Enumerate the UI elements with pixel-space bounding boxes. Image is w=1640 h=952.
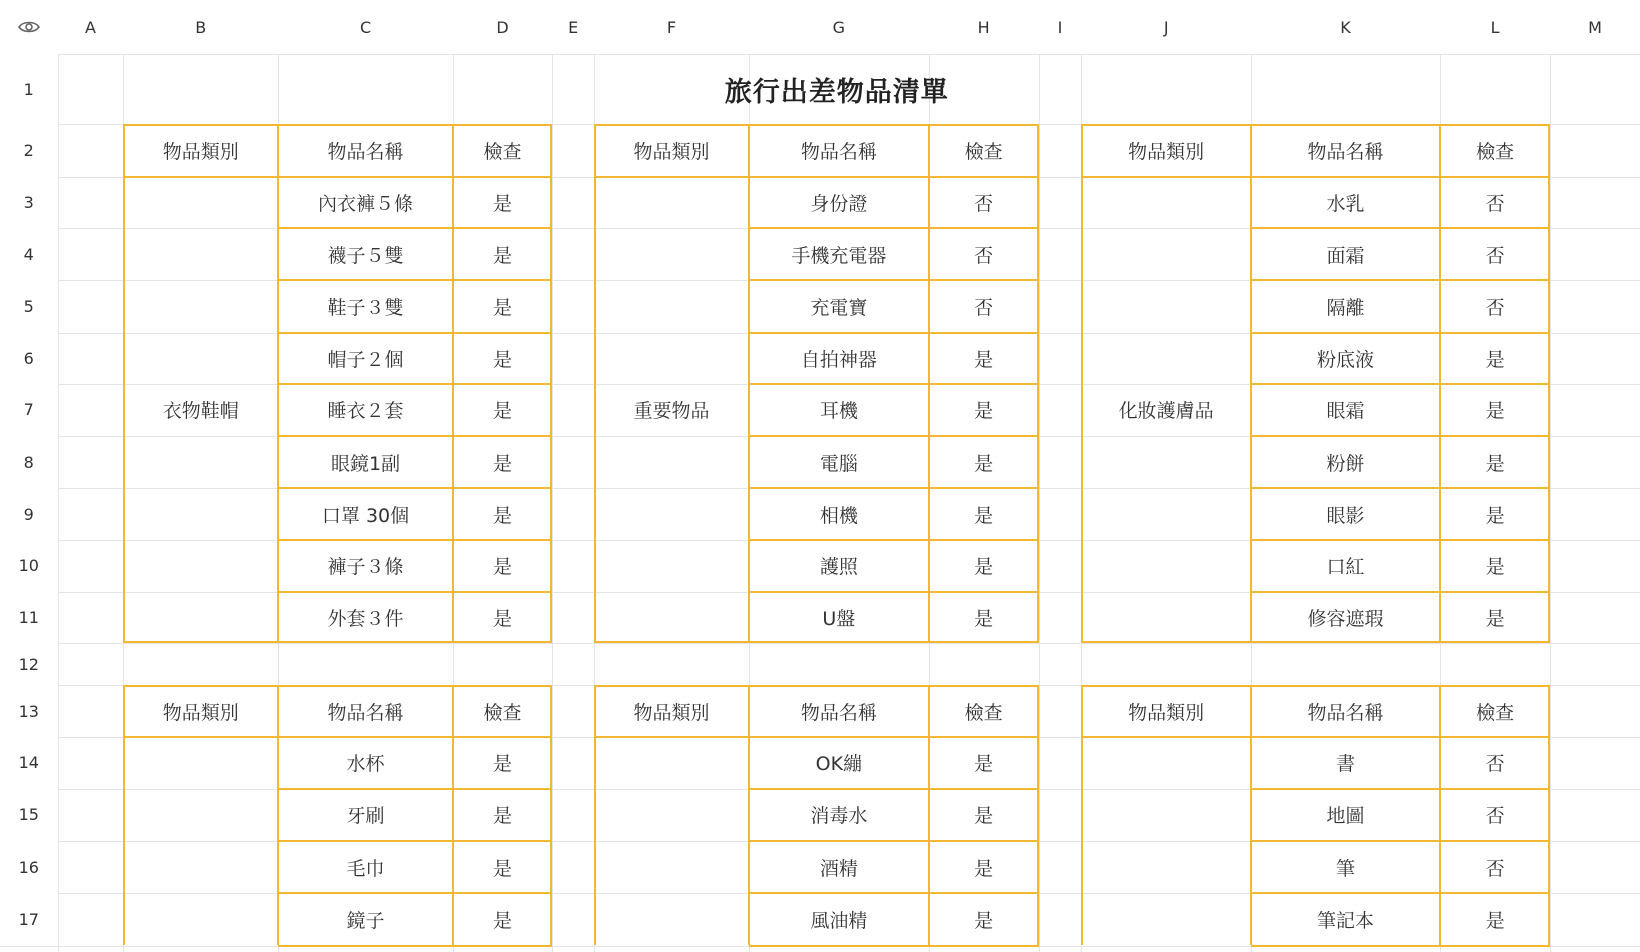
header-check[interactable]: 檢查 xyxy=(1476,141,1515,164)
item-name-cell[interactable]: 自拍神器 xyxy=(800,348,877,371)
item-name-cell[interactable]: 襪子５雙 xyxy=(327,244,404,267)
column-gridline xyxy=(1039,0,1040,952)
row-header-12[interactable]: 12 xyxy=(0,643,58,685)
row-header-7[interactable]: 7 xyxy=(0,384,58,436)
header-name[interactable]: 物品名稱 xyxy=(800,141,877,164)
item-name-cell[interactable]: 鏡子 xyxy=(346,909,385,932)
column-header-l[interactable]: L xyxy=(1440,0,1550,54)
item-check-cell[interactable]: 否 xyxy=(974,296,994,319)
item-name-cell[interactable]: 眼影 xyxy=(1326,504,1365,527)
item-name-cell[interactable]: 手機充電器 xyxy=(791,244,887,267)
item-check-cell[interactable]: 是 xyxy=(974,608,994,631)
item-check-cell[interactable]: 是 xyxy=(1485,452,1505,475)
item-check-cell[interactable]: 是 xyxy=(493,753,513,776)
item-check-cell[interactable]: 是 xyxy=(1485,608,1505,631)
item-name-cell[interactable]: 書 xyxy=(1336,753,1356,776)
row-header-16[interactable]: 16 xyxy=(0,841,58,893)
category-cell[interactable]: 衣物鞋帽 xyxy=(162,400,239,423)
item-check-cell[interactable]: 否 xyxy=(974,192,994,215)
header-check[interactable]: 檢查 xyxy=(964,701,1003,724)
row-header-1[interactable]: 1 xyxy=(0,54,58,124)
header-check[interactable]: 檢查 xyxy=(964,141,1003,164)
sheet-title[interactable]: 旅行出差物品清單 xyxy=(724,76,949,108)
header-category[interactable]: 物品類別 xyxy=(1128,701,1205,724)
category-cell[interactable]: 化妝護膚品 xyxy=(1118,400,1214,423)
item-check-cell[interactable]: 是 xyxy=(1485,504,1505,527)
header-category[interactable]: 物品類別 xyxy=(162,141,239,164)
item-name-cell[interactable]: 睡衣２套 xyxy=(327,400,404,423)
header-category[interactable]: 物品類別 xyxy=(633,141,710,164)
item-check-cell[interactable]: 是 xyxy=(974,857,994,880)
item-check-cell[interactable]: 是 xyxy=(1485,348,1505,371)
item-name-cell[interactable]: 水杯 xyxy=(346,753,385,776)
header-name[interactable]: 物品名稱 xyxy=(327,701,404,724)
item-name-cell[interactable]: 耳機 xyxy=(819,400,858,423)
item-name-cell[interactable]: 修容遮瑕 xyxy=(1307,608,1384,631)
item-check-cell[interactable]: 是 xyxy=(493,400,513,423)
row-header-2[interactable]: 2 xyxy=(0,124,58,176)
item-check-cell[interactable]: 是 xyxy=(493,857,513,880)
item-name-cell[interactable]: 眼鏡1副 xyxy=(330,452,401,475)
row-header-13[interactable]: 13 xyxy=(0,685,58,737)
item-name-cell[interactable]: 隔離 xyxy=(1326,296,1365,319)
item-name-cell[interactable]: 口罩 30個 xyxy=(321,504,410,527)
item-check-cell[interactable]: 否 xyxy=(974,244,994,267)
column-gridline xyxy=(1550,0,1551,952)
header-category[interactable]: 物品類別 xyxy=(633,701,710,724)
item-name-cell[interactable]: 身份證 xyxy=(810,192,868,215)
item-name-cell[interactable]: 風油精 xyxy=(810,909,868,932)
item-check-cell[interactable]: 是 xyxy=(1485,909,1505,932)
header-name[interactable]: 物品名稱 xyxy=(327,141,404,164)
header-check[interactable]: 檢查 xyxy=(1476,701,1515,724)
item-name-cell[interactable]: 眼霜 xyxy=(1326,400,1365,423)
row-header-9[interactable]: 9 xyxy=(0,488,58,539)
category-cell[interactable]: 重要物品 xyxy=(633,400,710,423)
row-header-14[interactable]: 14 xyxy=(0,737,58,788)
item-name-cell[interactable]: U盤 xyxy=(822,608,856,631)
item-check-cell[interactable]: 否 xyxy=(1485,805,1505,828)
eye-icon[interactable] xyxy=(0,0,58,54)
item-name-cell[interactable]: 毛巾 xyxy=(346,857,385,880)
column-header-f[interactable]: F xyxy=(594,0,749,54)
item-check-cell[interactable]: 是 xyxy=(493,452,513,475)
column-header-c[interactable]: C xyxy=(278,0,453,54)
item-check-cell[interactable]: 是 xyxy=(493,504,513,527)
item-name-cell[interactable]: 褲子３條 xyxy=(327,556,404,579)
item-name-cell[interactable]: 粉底液 xyxy=(1317,348,1375,371)
item-check-cell[interactable]: 是 xyxy=(493,348,513,371)
item-check-cell[interactable]: 是 xyxy=(974,452,994,475)
item-name-cell[interactable]: 鞋子３雙 xyxy=(327,296,404,319)
item-name-cell[interactable]: 內衣褲５條 xyxy=(318,192,414,215)
column-header-m[interactable]: M xyxy=(1550,0,1640,54)
item-check-cell[interactable]: 是 xyxy=(493,244,513,267)
item-check-cell[interactable]: 否 xyxy=(1485,192,1505,215)
row-header-4[interactable]: 4 xyxy=(0,228,58,280)
item-check-cell[interactable]: 是 xyxy=(493,296,513,319)
row-gridline xyxy=(0,643,1640,644)
column-header-k[interactable]: K xyxy=(1251,0,1440,54)
row-header-3[interactable]: 3 xyxy=(0,177,58,228)
item-name-cell[interactable]: 充電寶 xyxy=(810,296,868,319)
item-name-cell[interactable]: OK繃 xyxy=(815,753,863,776)
column-header-i[interactable]: I xyxy=(1039,0,1082,54)
header-name[interactable]: 物品名稱 xyxy=(1307,141,1384,164)
item-check-cell[interactable]: 否 xyxy=(1485,857,1505,880)
row-header-10[interactable]: 10 xyxy=(0,540,58,592)
item-check-cell[interactable]: 是 xyxy=(974,348,994,371)
column-header-a[interactable]: A xyxy=(58,0,124,54)
column-header-e[interactable]: E xyxy=(552,0,594,54)
column-gridline xyxy=(552,0,553,952)
item-name-cell[interactable]: 消毒水 xyxy=(810,805,868,828)
item-name-cell[interactable]: 粉餅 xyxy=(1326,452,1365,475)
item-check-cell[interactable]: 否 xyxy=(1485,296,1505,319)
item-name-cell[interactable]: 酒精 xyxy=(819,857,858,880)
item-check-cell[interactable]: 是 xyxy=(974,805,994,828)
item-check-cell[interactable]: 是 xyxy=(974,909,994,932)
row-header-8[interactable]: 8 xyxy=(0,436,58,488)
header-check[interactable]: 檢查 xyxy=(483,701,522,724)
header-name[interactable]: 物品名稱 xyxy=(1307,701,1384,724)
item-name-cell[interactable]: 相機 xyxy=(819,504,858,527)
item-check-cell[interactable]: 是 xyxy=(493,192,513,215)
column-header-b[interactable]: B xyxy=(123,0,278,54)
row-header-11[interactable]: 11 xyxy=(0,592,58,643)
column-gridline xyxy=(58,0,59,952)
item-check-cell[interactable]: 是 xyxy=(974,504,994,527)
column-header-j[interactable]: J xyxy=(1081,0,1250,54)
item-name-cell[interactable]: 電腦 xyxy=(819,452,858,475)
item-check-cell[interactable]: 是 xyxy=(493,805,513,828)
item-check-cell[interactable]: 是 xyxy=(493,556,513,579)
item-name-cell[interactable]: 護照 xyxy=(819,556,858,579)
item-name-cell[interactable]: 筆記本 xyxy=(1317,909,1375,932)
item-check-cell[interactable]: 是 xyxy=(1485,400,1505,423)
item-check-cell[interactable]: 是 xyxy=(493,909,513,932)
item-name-cell[interactable]: 地圖 xyxy=(1326,805,1365,828)
item-check-cell[interactable]: 是 xyxy=(974,753,994,776)
item-name-cell[interactable]: 面霜 xyxy=(1326,244,1365,267)
item-name-cell[interactable]: 口紅 xyxy=(1326,556,1365,579)
row-header-6[interactable]: 6 xyxy=(0,333,58,384)
item-name-cell[interactable]: 筆 xyxy=(1336,857,1356,880)
column-header-g[interactable]: G xyxy=(749,0,929,54)
item-check-cell[interactable]: 是 xyxy=(1485,556,1505,579)
item-check-cell[interactable]: 是 xyxy=(974,400,994,423)
item-check-cell[interactable]: 否 xyxy=(1485,753,1505,776)
item-name-cell[interactable]: 牙刷 xyxy=(346,805,385,828)
item-name-cell[interactable]: 外套３件 xyxy=(327,608,404,631)
row-header-15[interactable]: 15 xyxy=(0,789,58,841)
item-check-cell[interactable]: 否 xyxy=(1485,244,1505,267)
column-header-d[interactable]: D xyxy=(453,0,552,54)
row-header-17[interactable]: 17 xyxy=(0,893,58,945)
item-name-cell[interactable]: 帽子２個 xyxy=(327,348,404,371)
item-check-cell[interactable]: 是 xyxy=(974,556,994,579)
header-category[interactable]: 物品類別 xyxy=(1128,141,1205,164)
row-header-5[interactable]: 5 xyxy=(0,280,58,332)
header-check[interactable]: 檢查 xyxy=(483,141,522,164)
header-name[interactable]: 物品名稱 xyxy=(800,701,877,724)
item-check-cell[interactable]: 是 xyxy=(493,608,513,631)
column-header-h[interactable]: H xyxy=(929,0,1039,54)
header-category[interactable]: 物品類別 xyxy=(162,701,239,724)
item-name-cell[interactable]: 水乳 xyxy=(1326,192,1365,215)
